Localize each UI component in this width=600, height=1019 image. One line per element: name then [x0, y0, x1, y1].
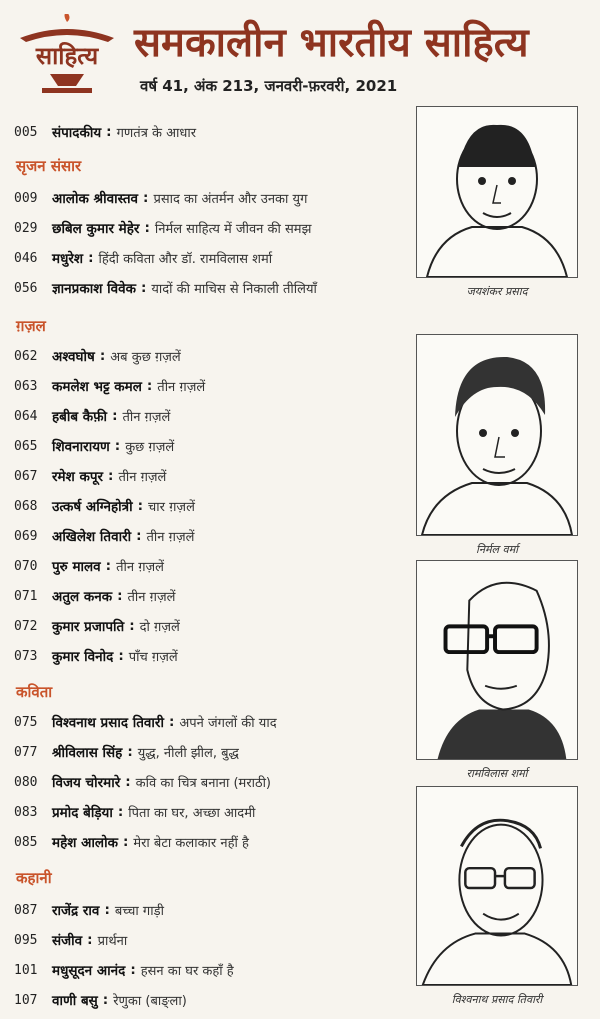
entry-title: यादों की माचिस से निकाली तीलियाँ — [151, 282, 317, 297]
page-number: 068 — [14, 498, 38, 514]
portrait-sketch-icon — [417, 335, 577, 535]
entry-author: पुरु मालव — [52, 559, 101, 575]
page-number: 056 — [14, 280, 38, 296]
entry-author: अश्वघोष — [52, 349, 95, 365]
entry-author: शिवनारायण — [52, 439, 110, 455]
page-number: 071 — [14, 588, 38, 604]
page-number: 005 — [14, 124, 38, 140]
page-number: 085 — [14, 834, 38, 850]
entry-title: दो ग़ज़लें — [139, 620, 180, 635]
page-number: 072 — [14, 618, 38, 634]
toc-entry[interactable]: 067 रमेश कपूर : तीन ग़ज़लें — [14, 468, 167, 485]
entry-title: निर्मल साहित्य में जीवन की समझ — [154, 222, 312, 237]
page-number: 070 — [14, 558, 38, 574]
toc-entry[interactable]: 095 संजीव : प्रार्थना — [14, 932, 128, 949]
entry-title: तीन ग़ज़लें — [118, 470, 167, 485]
page-number: 077 — [14, 744, 38, 760]
portrait-caption: जयशंकर प्रसाद — [466, 285, 528, 298]
entry-title: हसन का घर कहाँ है — [140, 964, 234, 979]
entry-author: मधुरेश — [52, 251, 84, 267]
toc-entry[interactable]: 107 वाणी बसु : रेणुका (बाङ्ला) — [14, 992, 187, 1009]
magazine-logo — [12, 14, 122, 96]
portrait-sketch-icon — [417, 107, 577, 277]
page-number: 101 — [14, 962, 38, 978]
entry-author: छबिल कुमार मेहेर — [52, 221, 140, 237]
page-number: 073 — [14, 648, 38, 664]
page-number: 075 — [14, 714, 38, 730]
entry-title: युद्ध, नीली झील, बुद्ध — [137, 746, 239, 761]
portrait-ramvilas-sharma — [416, 560, 578, 760]
toc-entry[interactable]: 065 शिवनारायण : कुछ ग़ज़लें — [14, 438, 175, 455]
entry-title: तीन ग़ज़लें — [157, 380, 206, 395]
entry-title: बच्चा गाड़ी — [114, 904, 164, 919]
toc-entry[interactable]: 075 विश्वनाथ प्रसाद तिवारी : अपने जंगलों की याद — [14, 714, 277, 731]
page-number: 063 — [14, 378, 38, 394]
section-heading-srijan-sansar: सृजन संसार — [16, 157, 82, 175]
portrait-nirmal-verma — [416, 334, 578, 536]
entry-author: कुमार विनोद — [52, 649, 114, 665]
portrait-jaishankar-prasad — [416, 106, 578, 278]
page-number: 069 — [14, 528, 38, 544]
entry-author: महेश आलोक — [52, 835, 118, 851]
portrait-caption: विश्वनाथ प्रसाद तिवारी — [451, 993, 543, 1006]
entry-author: श्रीविलास सिंह — [52, 745, 123, 761]
page-number: 095 — [14, 932, 38, 948]
magazine-title: समकालीन भारतीय साहित्य — [134, 19, 529, 66]
toc-entry[interactable]: 101 मधुसूदन आनंद : हसन का घर कहाँ है — [14, 962, 234, 979]
entry-author: कमलेश भट्ट कमल — [52, 379, 142, 395]
entry-author: कुमार प्रजापति — [52, 619, 125, 635]
issue-line: वर्ष 41, अंक 213, जनवरी-फ़रवरी, 2021 — [140, 77, 398, 95]
entry-author: अतुल कनक — [52, 589, 113, 605]
toc-entry[interactable]: 029 छबिल कुमार मेहेर : निर्मल साहित्य में जीवन की समझ — [14, 220, 312, 237]
entry-title: पाँच ग़ज़लें — [128, 650, 178, 665]
toc-entry[interactable]: 063 कमलेश भट्ट कमल : तीन ग़ज़लें — [14, 378, 206, 395]
entry-title: कुछ ग़ज़लें — [125, 440, 175, 455]
entry-author: विश्वनाथ प्रसाद तिवारी — [52, 715, 164, 731]
toc-entry[interactable]: 005 संपादकीय : गणतंत्र के आधार — [14, 124, 197, 141]
entry-title: रेणुका (बाङ्ला) — [113, 994, 187, 1009]
portrait-sketch-icon — [417, 561, 577, 759]
entry-author: उत्कर्ष अग्निहोत्री — [52, 499, 133, 515]
entry-title: अपने जंगलों की याद — [179, 716, 277, 731]
section-heading-kavita: कविता — [16, 683, 53, 701]
toc-entry[interactable]: 069 अखिलेश तिवारी : तीन ग़ज़लें — [14, 528, 195, 545]
entry-author: ज्ञानप्रकाश विवेक — [52, 281, 136, 297]
page-number: 064 — [14, 408, 38, 424]
entry-author: अखिलेश तिवारी — [52, 529, 132, 545]
entry-author: वाणी बसु — [52, 993, 98, 1009]
toc-entry[interactable]: 085 महेश आलोक : मेरा बेटा कलाकार नहीं है — [14, 834, 249, 851]
logo-text: साहित्य — [35, 41, 99, 70]
entry-author: राजेंद्र राव — [52, 903, 100, 919]
entry-title: प्रार्थना — [97, 934, 128, 949]
page-number: 083 — [14, 804, 38, 820]
section-heading-kahani: कहानी — [16, 869, 52, 887]
toc-entry[interactable]: 068 उत्कर्ष अग्निहोत्री : चार ग़ज़लें — [14, 498, 195, 515]
entry-title: पिता का घर, अच्छा आदमी — [128, 806, 256, 821]
toc-entry[interactable]: 083 प्रमोद बेड़िया : पिता का घर, अच्छा आदमी — [14, 804, 256, 821]
portrait-vishwanath-prasad-tiwari — [416, 786, 578, 986]
entry-author: विजय चोरमारे — [52, 775, 121, 791]
entry-title: हिंदी कविता और डॉ. रामविलास शर्मा — [98, 252, 273, 267]
toc-entry[interactable]: 072 कुमार प्रजापति : दो ग़ज़लें — [14, 618, 180, 635]
entry-author: प्रमोद बेड़िया — [52, 805, 113, 821]
toc-entry[interactable]: 077 श्रीविलास सिंह : युद्ध, नीली झील, बुद्ध — [14, 744, 239, 761]
page-number: 009 — [14, 190, 38, 206]
entry-author: हबीब कैफ़ी — [52, 409, 108, 425]
entry-title: तीन ग़ज़लें — [122, 410, 171, 425]
toc-entry[interactable]: 087 राजेंद्र राव : बच्चा गाड़ी — [14, 902, 164, 919]
entry-author: संपादकीय — [52, 125, 102, 141]
entry-author: आलोक श्रीवास्तव — [52, 191, 139, 207]
entry-title: गणतंत्र के आधार — [116, 126, 197, 141]
page-number: 065 — [14, 438, 38, 454]
page-number: 029 — [14, 220, 38, 236]
portrait-caption: निर्मल वर्मा — [475, 543, 519, 556]
section-heading-ghazal: ग़ज़ल — [16, 317, 46, 335]
entry-author: रमेश कपूर — [52, 469, 104, 485]
page-number: 062 — [14, 348, 38, 364]
entry-title: अब कुछ ग़ज़लें — [110, 350, 181, 365]
page-number: 087 — [14, 902, 38, 918]
entry-title: प्रसाद का अंतर्मन और उनका युग — [153, 192, 308, 207]
portrait-sketch-icon — [417, 787, 577, 985]
toc-entry[interactable]: 080 विजय चोरमारे : कवि का चित्र बनाना (मराठी) — [14, 774, 272, 791]
entry-title: मेरा बेटा कलाकार नहीं है — [133, 836, 249, 851]
entry-title: तीन ग़ज़लें — [116, 560, 164, 575]
toc-entry[interactable]: 046 मधुरेश : हिंदी कविता और डॉ. रामविलास शर्मा — [14, 250, 273, 267]
entry-author: संजीव — [52, 933, 83, 949]
toc-entry[interactable]: 070 पुरु मालव : तीन ग़ज़लें — [14, 558, 164, 575]
toc-entry[interactable]: 064 हबीब कैफ़ी : तीन ग़ज़लें — [14, 408, 171, 425]
masthead — [0, 0, 600, 100]
entry-title: तीन ग़ज़लें — [127, 590, 176, 605]
toc-entry[interactable]: 071 अतुल कनक : तीन ग़ज़लें — [14, 588, 176, 605]
toc-entry[interactable]: 009 आलोक श्रीवास्तव : प्रसाद का अंतर्मन और उनका युग — [14, 190, 308, 207]
entry-title: तीन ग़ज़लें — [146, 530, 195, 545]
toc-entry[interactable]: 062 अश्वघोष : अब कुछ ग़ज़लें — [14, 348, 181, 365]
toc-entry[interactable]: 073 कुमार विनोद : पाँच ग़ज़लें — [14, 648, 178, 665]
entry-title: चार ग़ज़लें — [148, 500, 195, 515]
page-number: 080 — [14, 774, 38, 790]
page-number: 107 — [14, 992, 38, 1008]
entry-author: मधुसूदन आनंद — [52, 963, 126, 979]
toc-entry[interactable]: 056 ज्ञानप्रकाश विवेक : यादों की माचिस से निकाली तीलियाँ — [14, 280, 317, 297]
portrait-caption: रामविलास शर्मा — [466, 767, 528, 780]
entry-title: कवि का चित्र बनाना (मराठी) — [135, 776, 272, 791]
page-number: 046 — [14, 250, 38, 266]
page-number: 067 — [14, 468, 38, 484]
